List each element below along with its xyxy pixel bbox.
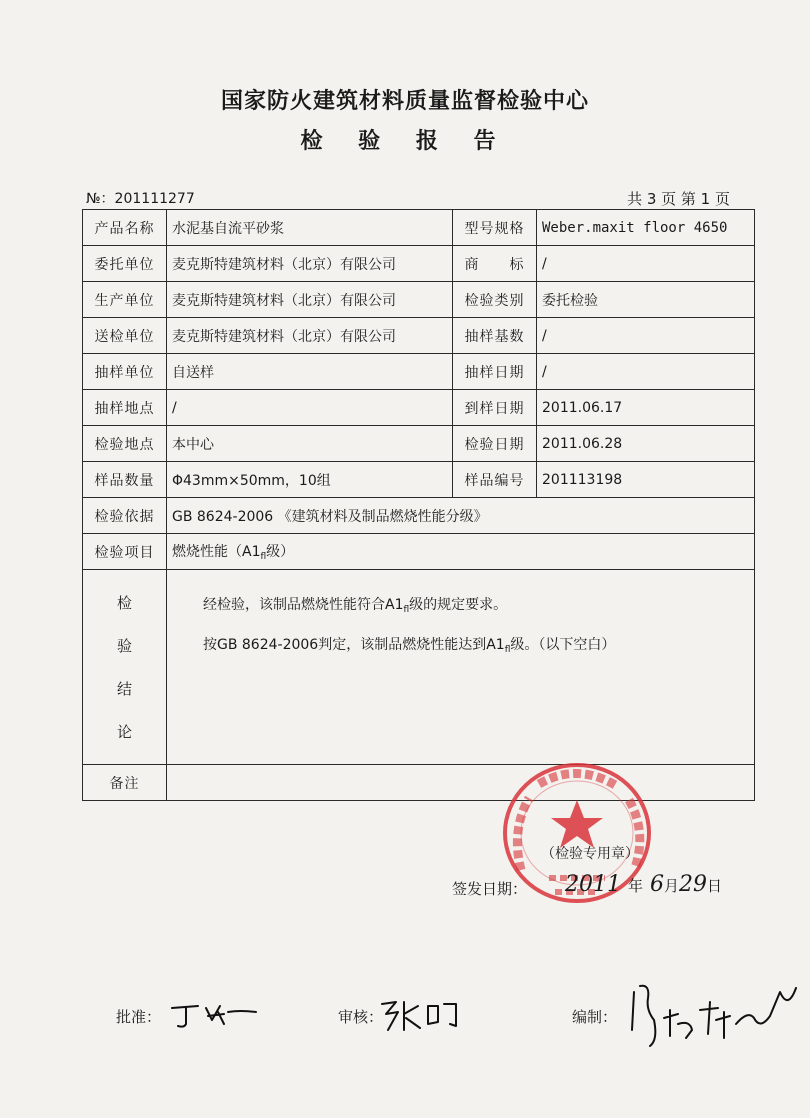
info-row <box>83 210 755 246</box>
report-title: 检 验 报 告 <box>300 129 510 154</box>
info-row <box>83 426 755 462</box>
field-label: 委托单位 <box>83 246 167 282</box>
field-label: 送检单位 <box>83 318 167 354</box>
field-label: 检验地点 <box>83 426 167 462</box>
report-table <box>82 209 755 898</box>
info-row <box>83 318 755 354</box>
conclusion-row <box>83 570 755 765</box>
field-label: 样品编号 <box>453 462 537 498</box>
field-label: 到样日期 <box>453 390 537 426</box>
field-value: 本中心 <box>167 426 453 462</box>
page-info: 共 3 页 第 1 页 <box>627 190 730 208</box>
field-value: 麦克斯特建筑材料（北京）有限公司 <box>167 282 453 318</box>
field-label: 抽样单位 <box>83 354 167 390</box>
field-value: Weber.maxit floor 4650 <box>537 210 755 246</box>
issue-month-unit: 月 <box>664 877 680 895</box>
item-row <box>83 534 755 570</box>
field-value: / <box>537 318 755 354</box>
approve-label: 批准： <box>116 1008 162 1026</box>
field-value: Φ43mm×50mm，10组 <box>167 462 453 498</box>
info-row <box>83 354 755 390</box>
item-value-post: 级） <box>266 544 295 560</box>
basis-value: GB 8624-2006 《建筑材料及制品燃烧性能分级》 <box>167 498 755 534</box>
conclusion-line-2-pre: 按GB 8624-2006判定，该制品燃烧性能达到A1 <box>203 637 505 653</box>
remarks-label: 备注 <box>83 765 167 801</box>
field-value: 2011.06.28 <box>537 426 755 462</box>
prepare-label: 编制： <box>572 1008 618 1026</box>
issue-year-unit: 年 <box>628 877 644 895</box>
stamp-label: （检验专用章） <box>541 846 639 862</box>
basis-row <box>83 498 755 534</box>
field-value: / <box>537 354 755 390</box>
item-value-pre: 燃烧性能（A1 <box>172 544 261 560</box>
conclusion-label-char: 验 <box>116 637 132 655</box>
conclusion-label-char: 检 <box>116 594 132 612</box>
issue-date <box>565 872 722 897</box>
conclusion-label-char: 结 <box>116 680 132 698</box>
conclusion-body <box>167 570 755 898</box>
conclusion-line-1-sub: fl <box>403 605 410 615</box>
field-label: 样品数量 <box>83 462 167 498</box>
conclusion-line-1-pre: 经检验，该制品燃烧性能符合A1 <box>203 597 404 613</box>
report-number: №：201111277 <box>86 191 195 207</box>
field-value: 麦克斯特建筑材料（北京）有限公司 <box>167 318 453 354</box>
info-row <box>83 282 755 318</box>
conclusion-label <box>83 570 167 765</box>
remarks-value <box>167 765 755 801</box>
prepare-signature <box>620 980 800 1050</box>
issue-date-label: 签发日期： <box>452 880 528 898</box>
field-value: / <box>537 246 755 282</box>
field-value: / <box>167 390 453 426</box>
field-label: 抽样日期 <box>453 354 537 390</box>
info-row <box>83 246 755 282</box>
conclusion-line-2-post: 级。（以下空白） <box>510 637 616 653</box>
review-label: 审核： <box>338 1008 384 1026</box>
field-label: 生产单位 <box>83 282 167 318</box>
issue-year: 2011 <box>565 872 621 897</box>
field-value: 水泥基自流平砂浆 <box>167 210 453 246</box>
item-label: 检验项目 <box>83 534 167 570</box>
field-value: 2011.06.17 <box>537 390 755 426</box>
item-value-sub: fl <box>260 552 267 562</box>
field-value: 委托检验 <box>537 282 755 318</box>
issue-day-unit: 日 <box>707 877 723 895</box>
conclusion-line-2 <box>203 634 615 655</box>
field-label: 抽样基数 <box>453 318 537 354</box>
field-label: 商 标 <box>453 246 537 282</box>
review-signature <box>378 996 462 1036</box>
conclusion-label-char: 论 <box>116 723 132 741</box>
field-label: 抽样地点 <box>83 390 167 426</box>
item-value <box>167 534 755 570</box>
field-value: 自送样 <box>167 354 453 390</box>
field-value: 麦克斯特建筑材料（北京）有限公司 <box>167 246 453 282</box>
info-row <box>83 462 755 498</box>
conclusion-line-2-sub: fl <box>504 645 511 655</box>
field-label: 型号规格 <box>453 210 537 246</box>
field-label: 产品名称 <box>83 210 167 246</box>
organization-title: 国家防火建筑材料质量监督检验中心 <box>220 89 589 114</box>
field-label: 检验日期 <box>453 426 537 462</box>
issue-month: 6 <box>650 872 665 897</box>
approve-signature <box>168 998 264 1034</box>
field-label: 检验类别 <box>453 282 537 318</box>
issue-day: 29 <box>679 872 708 897</box>
conclusion-line-1-post: 级的规定要求。 <box>409 597 508 613</box>
field-value: 201113198 <box>537 462 755 498</box>
conclusion-line-1 <box>203 594 507 615</box>
info-row <box>83 390 755 426</box>
basis-label: 检验依据 <box>83 498 167 534</box>
